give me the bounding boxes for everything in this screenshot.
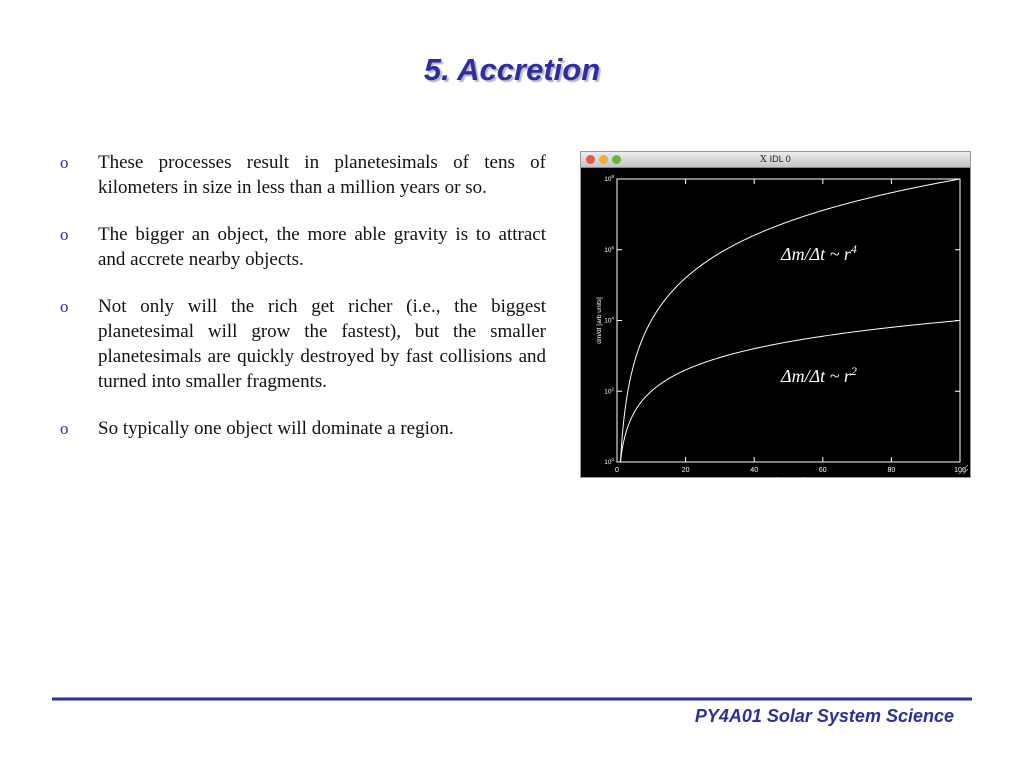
y-tick-label: $10^8$: [604, 174, 614, 183]
x-tick-label: 0: [615, 467, 619, 474]
x-tick-label: 40: [750, 467, 759, 474]
x-tick-label: 100: [954, 467, 966, 474]
curve-annotation: Δm/Δt ~ $r^4$: [781, 242, 857, 264]
x-tick-label: 20: [681, 467, 690, 474]
series-line-4: [620, 179, 960, 462]
bullet-text: Not only will the rich get richer (i.e., the biggest planetesimal will grow the fastest), but the smaller planetesimals are quickly destroyed by fast collisions and turned into smaller fragments.: [98, 296, 546, 392]
bullet-marker: o: [60, 297, 69, 316]
y-tick-label: $10^4$: [604, 315, 614, 325]
x-tick-label: 60: [818, 467, 827, 474]
y-tick-label: $10^6$: [604, 244, 614, 254]
window-title: IDL 0: [769, 154, 791, 164]
y-tick-label: $10^0$: [604, 457, 614, 466]
footer-rule: [52, 697, 974, 702]
x-axis-label: r [arb units]: [772, 477, 805, 484]
window-title-area: [581, 152, 970, 167]
curve-annotation: Δm/Δt ~ $r^2$: [781, 364, 857, 386]
y-axis-label: dm/dt [arb units]: [596, 297, 603, 344]
x-tick-label: 80: [887, 467, 896, 474]
bullet-item: [60, 222, 546, 272]
footer-text: PY4A01 Solar System Science: [694, 706, 954, 726]
series-line-2: [620, 321, 960, 463]
bullet-text: The bigger an object, the more able gravity is to attract and accrete nearby objects.: [98, 224, 546, 270]
bullet-marker: o: [60, 419, 69, 438]
bullet-list: [60, 150, 546, 463]
bullet-item: [60, 294, 546, 394]
bullet-marker: o: [60, 225, 69, 244]
window-titlebar[interactable]: [581, 152, 970, 168]
accretion-rate-plot: [581, 167, 970, 484]
bullet-item: [60, 150, 546, 200]
bullet-text: So typically one object will dominate a region.: [98, 418, 454, 439]
bullet-marker: o: [60, 153, 69, 172]
bullet-text: These processes result in planetesimals of tens of kilometers in size in less than a million years or so.: [98, 152, 546, 198]
slide-title: 5. Accretion: [423, 52, 601, 87]
idl-plot-window[interactable]: [580, 151, 971, 484]
y-tick-label: $10^2$: [604, 386, 614, 396]
bullet-item: [60, 416, 546, 441]
x11-icon: X: [760, 155, 767, 165]
